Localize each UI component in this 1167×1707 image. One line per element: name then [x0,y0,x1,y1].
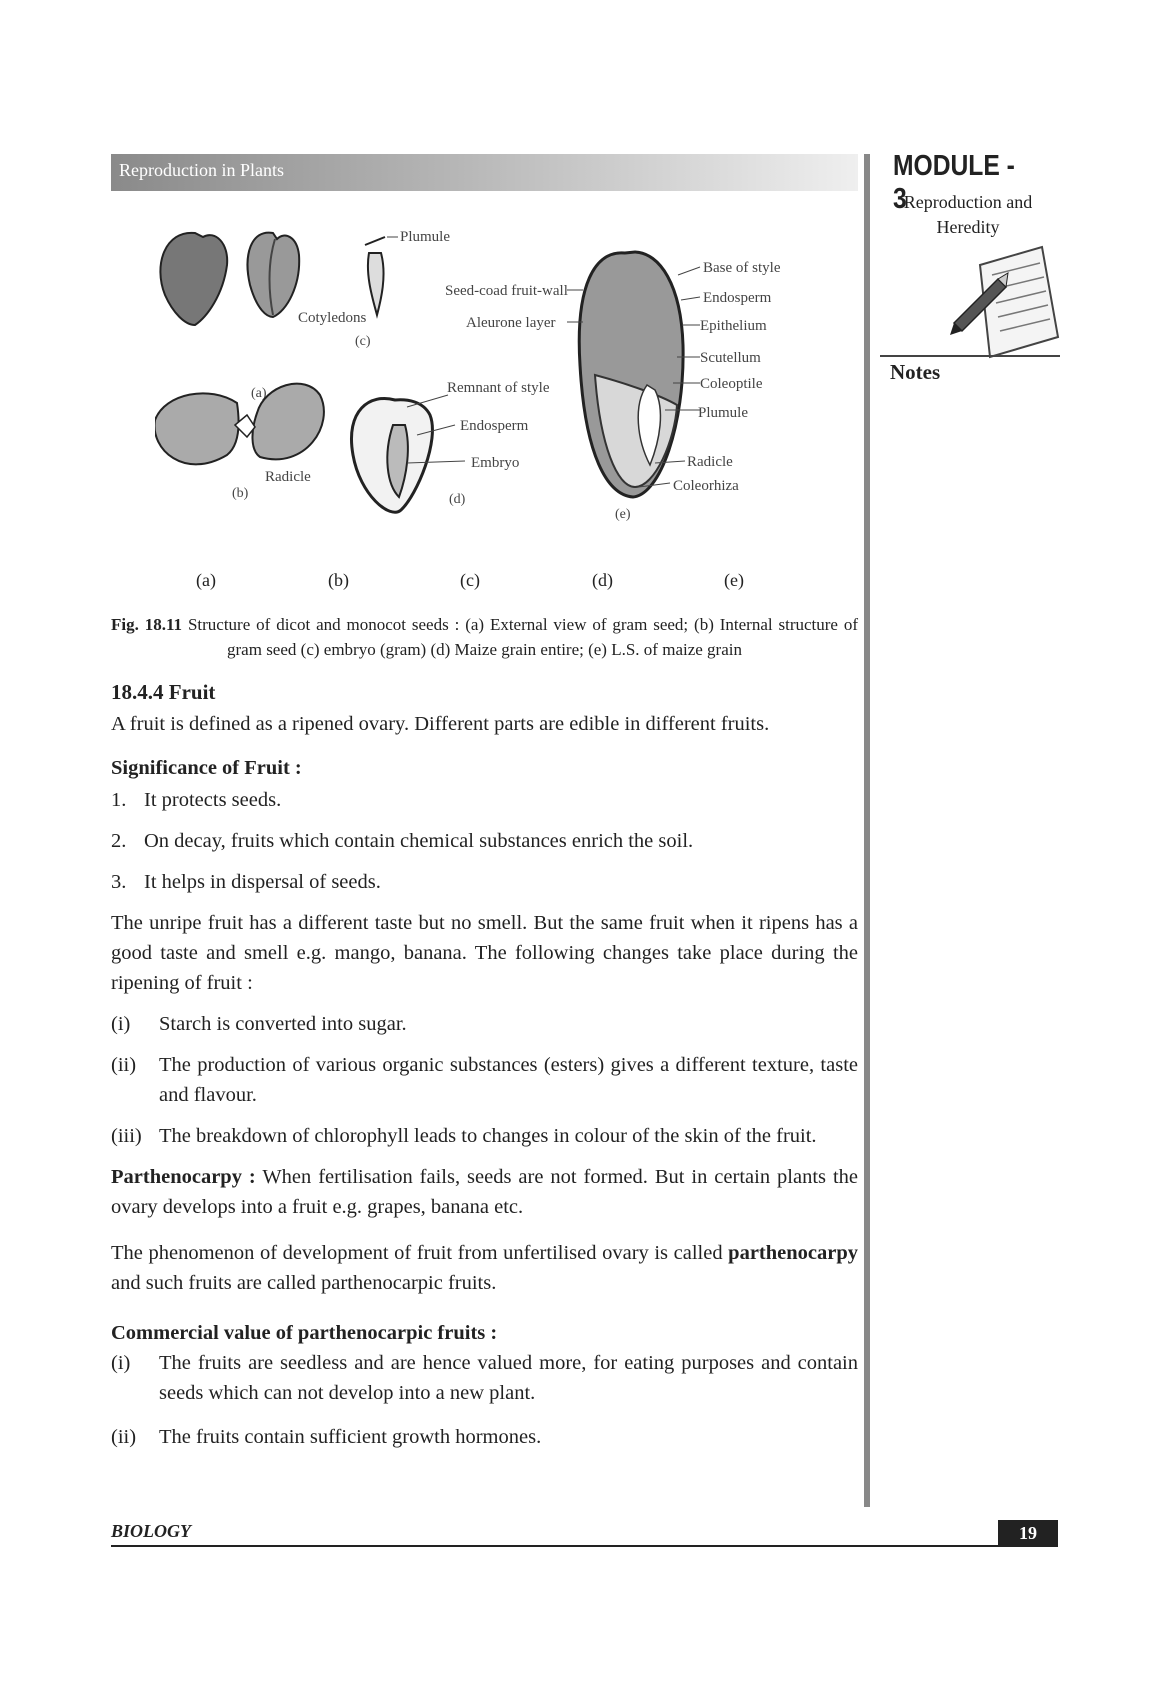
ripening-paragraph: The unripe fruit has a different taste but no smell. But the same fruit when it ripens has a good taste and smell e.g. mango, banana. The following changes take place during the ripening of fruit : [111,912,858,994]
maize-grain-ls-illustration [579,252,683,497]
label-b: (b) [232,486,249,501]
list-item: (iii) The breakdown of chlorophyll leads to changes in colour of the skin of the fruit. [111,1125,817,1147]
label-coleorhiza: Coleorhiza [673,478,739,494]
list-item: (i) The fruits are seedless and are hence valued more, for eating purposes and contain seeds which can not develop into a new plant. [111,1352,858,1404]
label-endosperm-e: Endosperm [703,290,772,306]
chapter-header-bar [111,154,858,191]
label-seed-coat: Seed-coad fruit-wall [445,283,568,299]
parthenocarpy-paragraph: Parthenocarpy : When fertilisation fails, seeds are not formed. But in certain plants the ovary develops into a fruit e.g. grapes, banana etc. [111,1166,858,1218]
gram-embryo-illustration [365,237,398,315]
main-content [111,677,858,1452]
label-remnant-style: Remnant of style [447,380,550,396]
significance-heading: Significance of Fruit : [111,757,302,779]
label-scutellum: Scutellum [700,350,761,366]
list-item: (ii) The production of various organic substances (esters) gives a different texture, taste and flavour. [111,1054,858,1106]
maize-grain-entire-illustration [351,395,465,512]
label-radicle-e: Radicle [687,454,733,470]
label-aleurone: Aleurone layer [466,315,556,331]
fig-letter: (d) [592,570,613,590]
phenomenon-paragraph: The phenomenon of development of fruit from unfertilised ovary is called parthenocarpy and such fruits are called parthenocarpic fruits. [111,1242,858,1294]
fig-letter: (b) [328,570,349,590]
section-heading: 18.4.4 Fruit [111,680,216,704]
list-item: 2. On decay, fruits which contain chemical substances enrich the soil. [111,830,694,852]
label-e: (e) [615,507,631,522]
figure-caption-label: Fig. 18.11 [111,615,183,634]
notes-rule [880,355,1060,357]
label-plumule-e: Plumule [698,405,749,421]
list-item: 3. It helps in dispersal of seeds. [111,871,381,893]
list-item: (i) Starch is converted into sugar. [111,1013,407,1035]
module-title: MODULE - 3 [893,150,1015,215]
parthenocarpy-term: Parthenocarpy : [111,1166,256,1188]
notes-pencil-icon [950,245,1062,365]
label-base-style: Base of style [703,260,781,276]
fig-letter: (a) [196,570,216,590]
page-number: 19 [998,1520,1058,1547]
label-coleoptile: Coleoptile [700,376,763,392]
label-radicle: Radicle [265,469,311,485]
label-d: (d) [449,492,466,507]
margin-divider [864,154,870,1507]
fig-letter: (c) [460,570,480,590]
label-cotyledons: Cotyledons [298,310,367,326]
label-epithelium: Epithelium [700,318,767,334]
figure-caption [111,612,858,662]
module-subtitle: Reproduction and Heredity [903,192,1033,237]
seed-structure-figure [155,225,855,565]
list-item: (ii) The fruits contain sufficient growth hormones. [111,1426,542,1448]
fruit-definition: A fruit is defined as a ripened ovary. Different parts are edible in different fruits. [111,713,770,735]
list-item: 1. It protects seeds. [111,789,282,811]
chapter-title: Reproduction in Plants [119,160,284,180]
label-embryo: Embryo [471,455,520,471]
label-plumule: Plumule [400,229,451,245]
figure-caption-text: Structure of dicot and monocot seeds : (a) External view of gram seed; (b) Internal structure of gram seed (c) embryo (gram) (d) Maize grain entire; (e) L.S. of maize grain [187,615,859,659]
footer-rule [111,1545,998,1547]
figure-letters-row [111,570,858,594]
label-endosperm-d: Endosperm [460,418,529,434]
label-c: (c) [355,334,371,349]
commercial-heading: Commercial value of parthenocarpic fruits : [111,1322,498,1344]
gram-seed-external-illustration [160,233,299,325]
fig-letter: (e) [724,570,744,590]
notes-label: Notes [890,360,941,384]
label-a: (a) [251,386,267,401]
gram-seed-internal-illustration [155,384,324,465]
footer-subject: BIOLOGY [111,1521,191,1541]
